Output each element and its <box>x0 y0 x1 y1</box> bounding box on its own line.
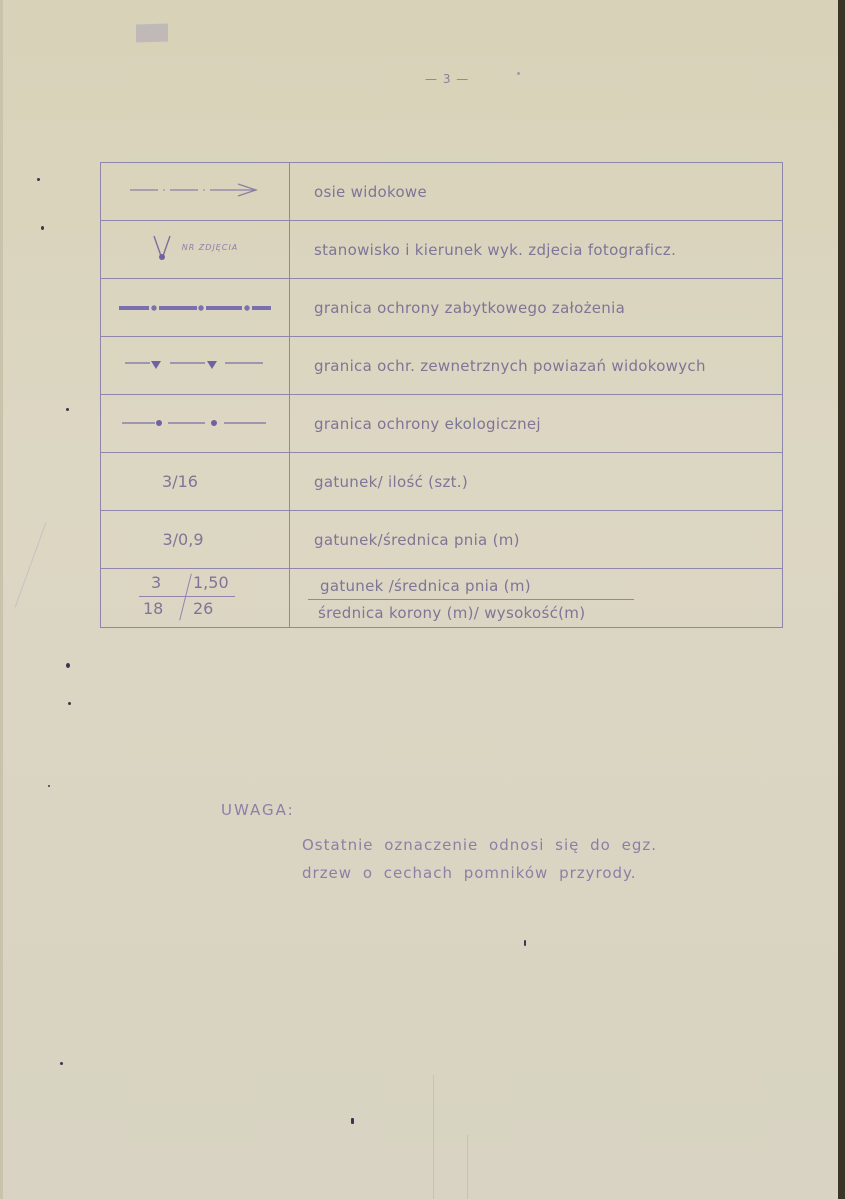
speck <box>524 940 526 946</box>
legend-description: osie widokowe <box>290 163 783 221</box>
note-line: drzew o cechach pomników przyrody. <box>302 864 637 882</box>
legend-description: gatunek/ ilość (szt.) <box>290 453 783 511</box>
legend-description: gatunek/średnica pnia (m) <box>290 511 783 569</box>
fraction-trunk-diameter: 1,50 <box>193 573 229 592</box>
legend-table <box>100 162 783 628</box>
speck <box>60 1062 63 1065</box>
legend-symbol-cell <box>101 395 290 453</box>
fraction-bar <box>139 596 235 597</box>
camera-viewpoint-icon <box>152 234 172 262</box>
show-through-line <box>467 1135 468 1199</box>
legend-row <box>101 337 783 395</box>
legend-symbol-cell <box>101 163 290 221</box>
legend-row <box>101 511 783 569</box>
species-diameter-example: 3/0,9 <box>162 530 204 549</box>
legend-row <box>101 279 783 337</box>
archive-stamp-mark <box>136 23 168 42</box>
fraction-description-top: gatunek /średnica pnia (m) <box>320 577 531 595</box>
page-number: — 3 — <box>425 72 470 86</box>
tree-fraction-example <box>143 569 233 623</box>
legend-row <box>101 569 783 628</box>
legend-description: granica ochrony zabytkowego założenia <box>290 279 783 337</box>
species-count-example: 3/16 <box>162 472 198 491</box>
legend-description <box>290 569 783 628</box>
fraction-description <box>316 571 782 625</box>
legend-symbol-cell <box>101 569 290 628</box>
line-with-triangles-icon <box>125 359 265 371</box>
speck <box>66 663 70 668</box>
legend-row <box>101 221 783 279</box>
legend-description: stanowisko i kierunek wyk. zdjecia fotograficz. <box>290 221 783 279</box>
speck <box>48 785 50 787</box>
fraction-species: 3 <box>151 573 162 592</box>
note-line: Ostatnie oznaczenie odnosi się do egz. <box>302 836 657 854</box>
fraction-description-bar <box>308 599 634 600</box>
photo-number-label: NR ZDJĘCIA <box>181 243 239 252</box>
speck <box>37 178 40 181</box>
fraction-description-bottom: średnica korony (m)/ wysokość(m) <box>318 604 586 622</box>
fraction-slash <box>179 574 192 621</box>
fraction-height: 26 <box>193 599 214 618</box>
legend-row <box>101 163 783 221</box>
scan-left-edge <box>0 0 3 1199</box>
scan-right-edge <box>838 0 845 1199</box>
speck <box>351 1118 354 1124</box>
note-title: UWAGA: <box>221 801 295 819</box>
legend-symbol-cell <box>101 337 290 395</box>
legend-row <box>101 453 783 511</box>
fraction-crown-diameter: 18 <box>143 599 164 618</box>
show-through-line <box>433 1075 434 1199</box>
dash-dot-arrow-line-icon <box>130 183 260 197</box>
line-with-dots-icon <box>122 417 268 429</box>
speck <box>68 702 71 705</box>
legend-row <box>101 395 783 453</box>
legend-symbol-cell <box>101 279 290 337</box>
legend-symbol-cell <box>101 221 290 279</box>
legend-symbol-cell <box>101 511 290 569</box>
thick-dash-dot-line-icon <box>119 303 271 313</box>
legend-description: granica ochrony ekologicznej <box>290 395 783 453</box>
legend-description: granica ochr. zewnetrznych powiazań widokowych <box>290 337 783 395</box>
speck <box>66 408 69 411</box>
speck <box>517 72 520 75</box>
speck <box>41 226 44 230</box>
legend-symbol-cell <box>101 453 290 511</box>
